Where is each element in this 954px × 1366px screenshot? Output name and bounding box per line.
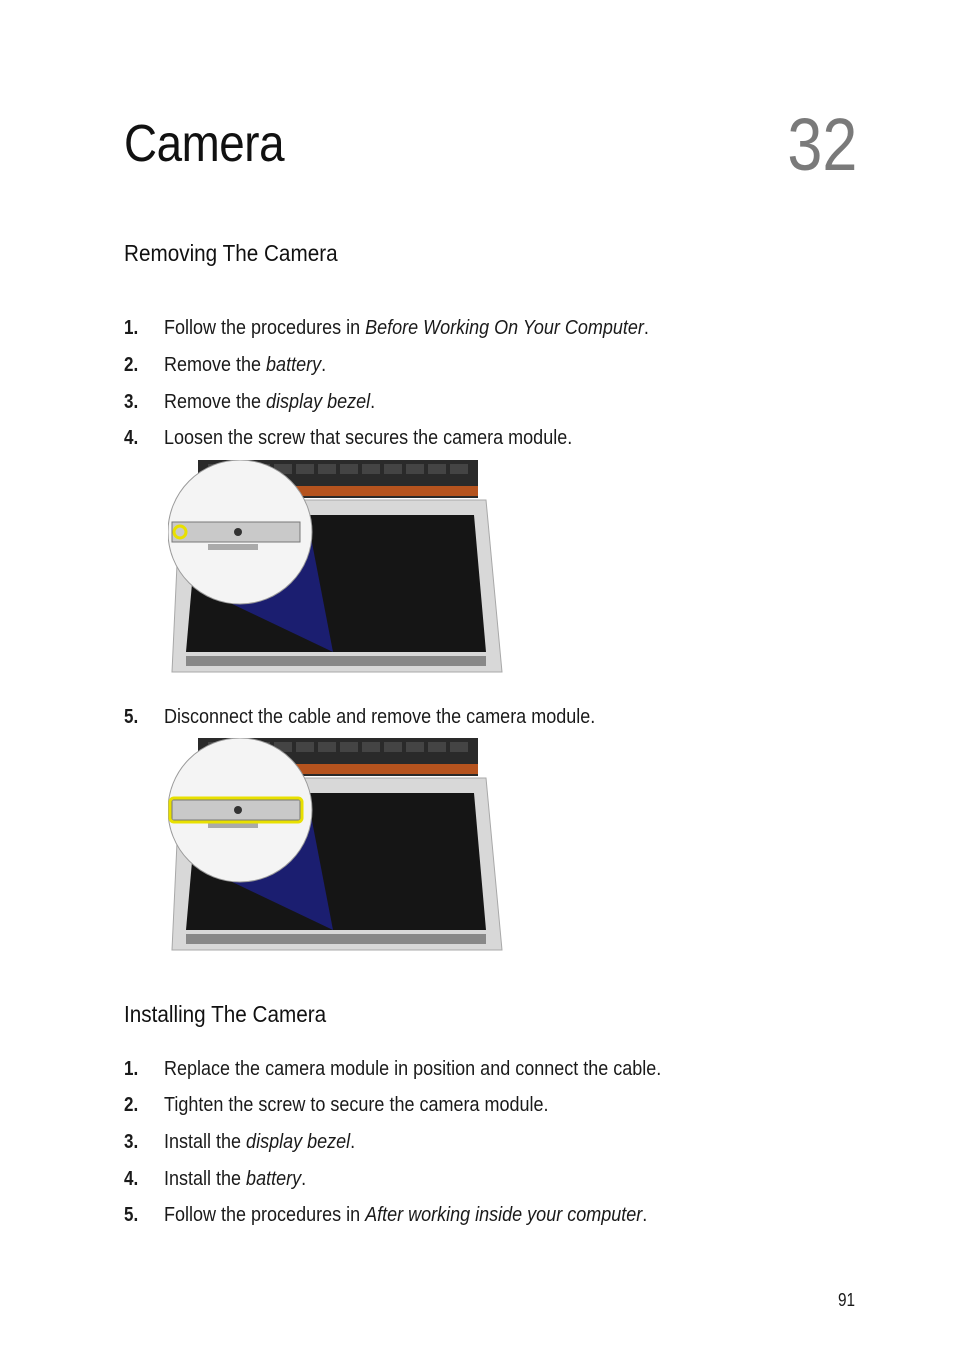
step-punctuation: . xyxy=(321,354,327,376)
step-number: 4. xyxy=(124,427,139,449)
step-punctuation: . xyxy=(350,1131,356,1153)
step-text: Remove the xyxy=(164,354,267,376)
step-number: 3. xyxy=(124,1131,139,1153)
step-punctuation: . xyxy=(642,1204,648,1226)
chapter-number: 32 xyxy=(787,103,857,186)
bottom-hinge-bar xyxy=(186,934,486,944)
section-heading-installing: Installing The Camera xyxy=(124,1001,327,1027)
camera-cable xyxy=(208,544,258,550)
step-number: 4. xyxy=(124,1168,139,1190)
battery-link[interactable]: battery xyxy=(266,354,322,376)
page-number: 91 xyxy=(837,1290,855,1310)
step-text: Tighten the screw to secure the camera module. xyxy=(164,1094,549,1116)
bottom-hinge-bar xyxy=(186,656,486,666)
step-text: Remove the xyxy=(164,391,267,413)
figure-loosen-screw xyxy=(168,460,508,680)
step-text: Install the xyxy=(164,1131,247,1153)
chapter-title: Camera xyxy=(124,115,285,173)
step-text: Install the xyxy=(164,1168,247,1190)
step-text: Follow the procedures in xyxy=(164,1204,366,1226)
step-number: 1. xyxy=(124,1058,139,1080)
step-punctuation: . xyxy=(643,317,649,339)
step-number: 2. xyxy=(124,354,139,376)
step-text: Follow the procedures in xyxy=(164,317,366,339)
before-working-link[interactable]: Before Working On Your Computer xyxy=(365,317,644,339)
camera-lens xyxy=(234,528,242,536)
camera-lens xyxy=(234,806,242,814)
display-bezel-link[interactable]: display bezel xyxy=(246,1131,351,1153)
step-number: 5. xyxy=(124,1204,139,1226)
figure-remove-module xyxy=(168,738,508,958)
section-heading-removing: Removing The Camera xyxy=(124,240,338,266)
step-punctuation: . xyxy=(370,391,376,413)
step-text: Disconnect the cable and remove the camera module. xyxy=(164,706,596,728)
step-text: Replace the camera module in position and connect the cable. xyxy=(164,1058,662,1080)
step-number: 3. xyxy=(124,391,139,413)
after-working-link[interactable]: After working inside your computer xyxy=(365,1204,643,1226)
step-number: 2. xyxy=(124,1094,139,1116)
step-number: 5. xyxy=(124,706,139,728)
battery-link[interactable]: battery xyxy=(246,1168,302,1190)
display-bezel-link[interactable]: display bezel xyxy=(266,391,371,413)
step-text: Loosen the screw that secures the camera module. xyxy=(164,427,573,449)
step-number: 1. xyxy=(124,317,139,339)
step-punctuation: . xyxy=(301,1168,307,1190)
